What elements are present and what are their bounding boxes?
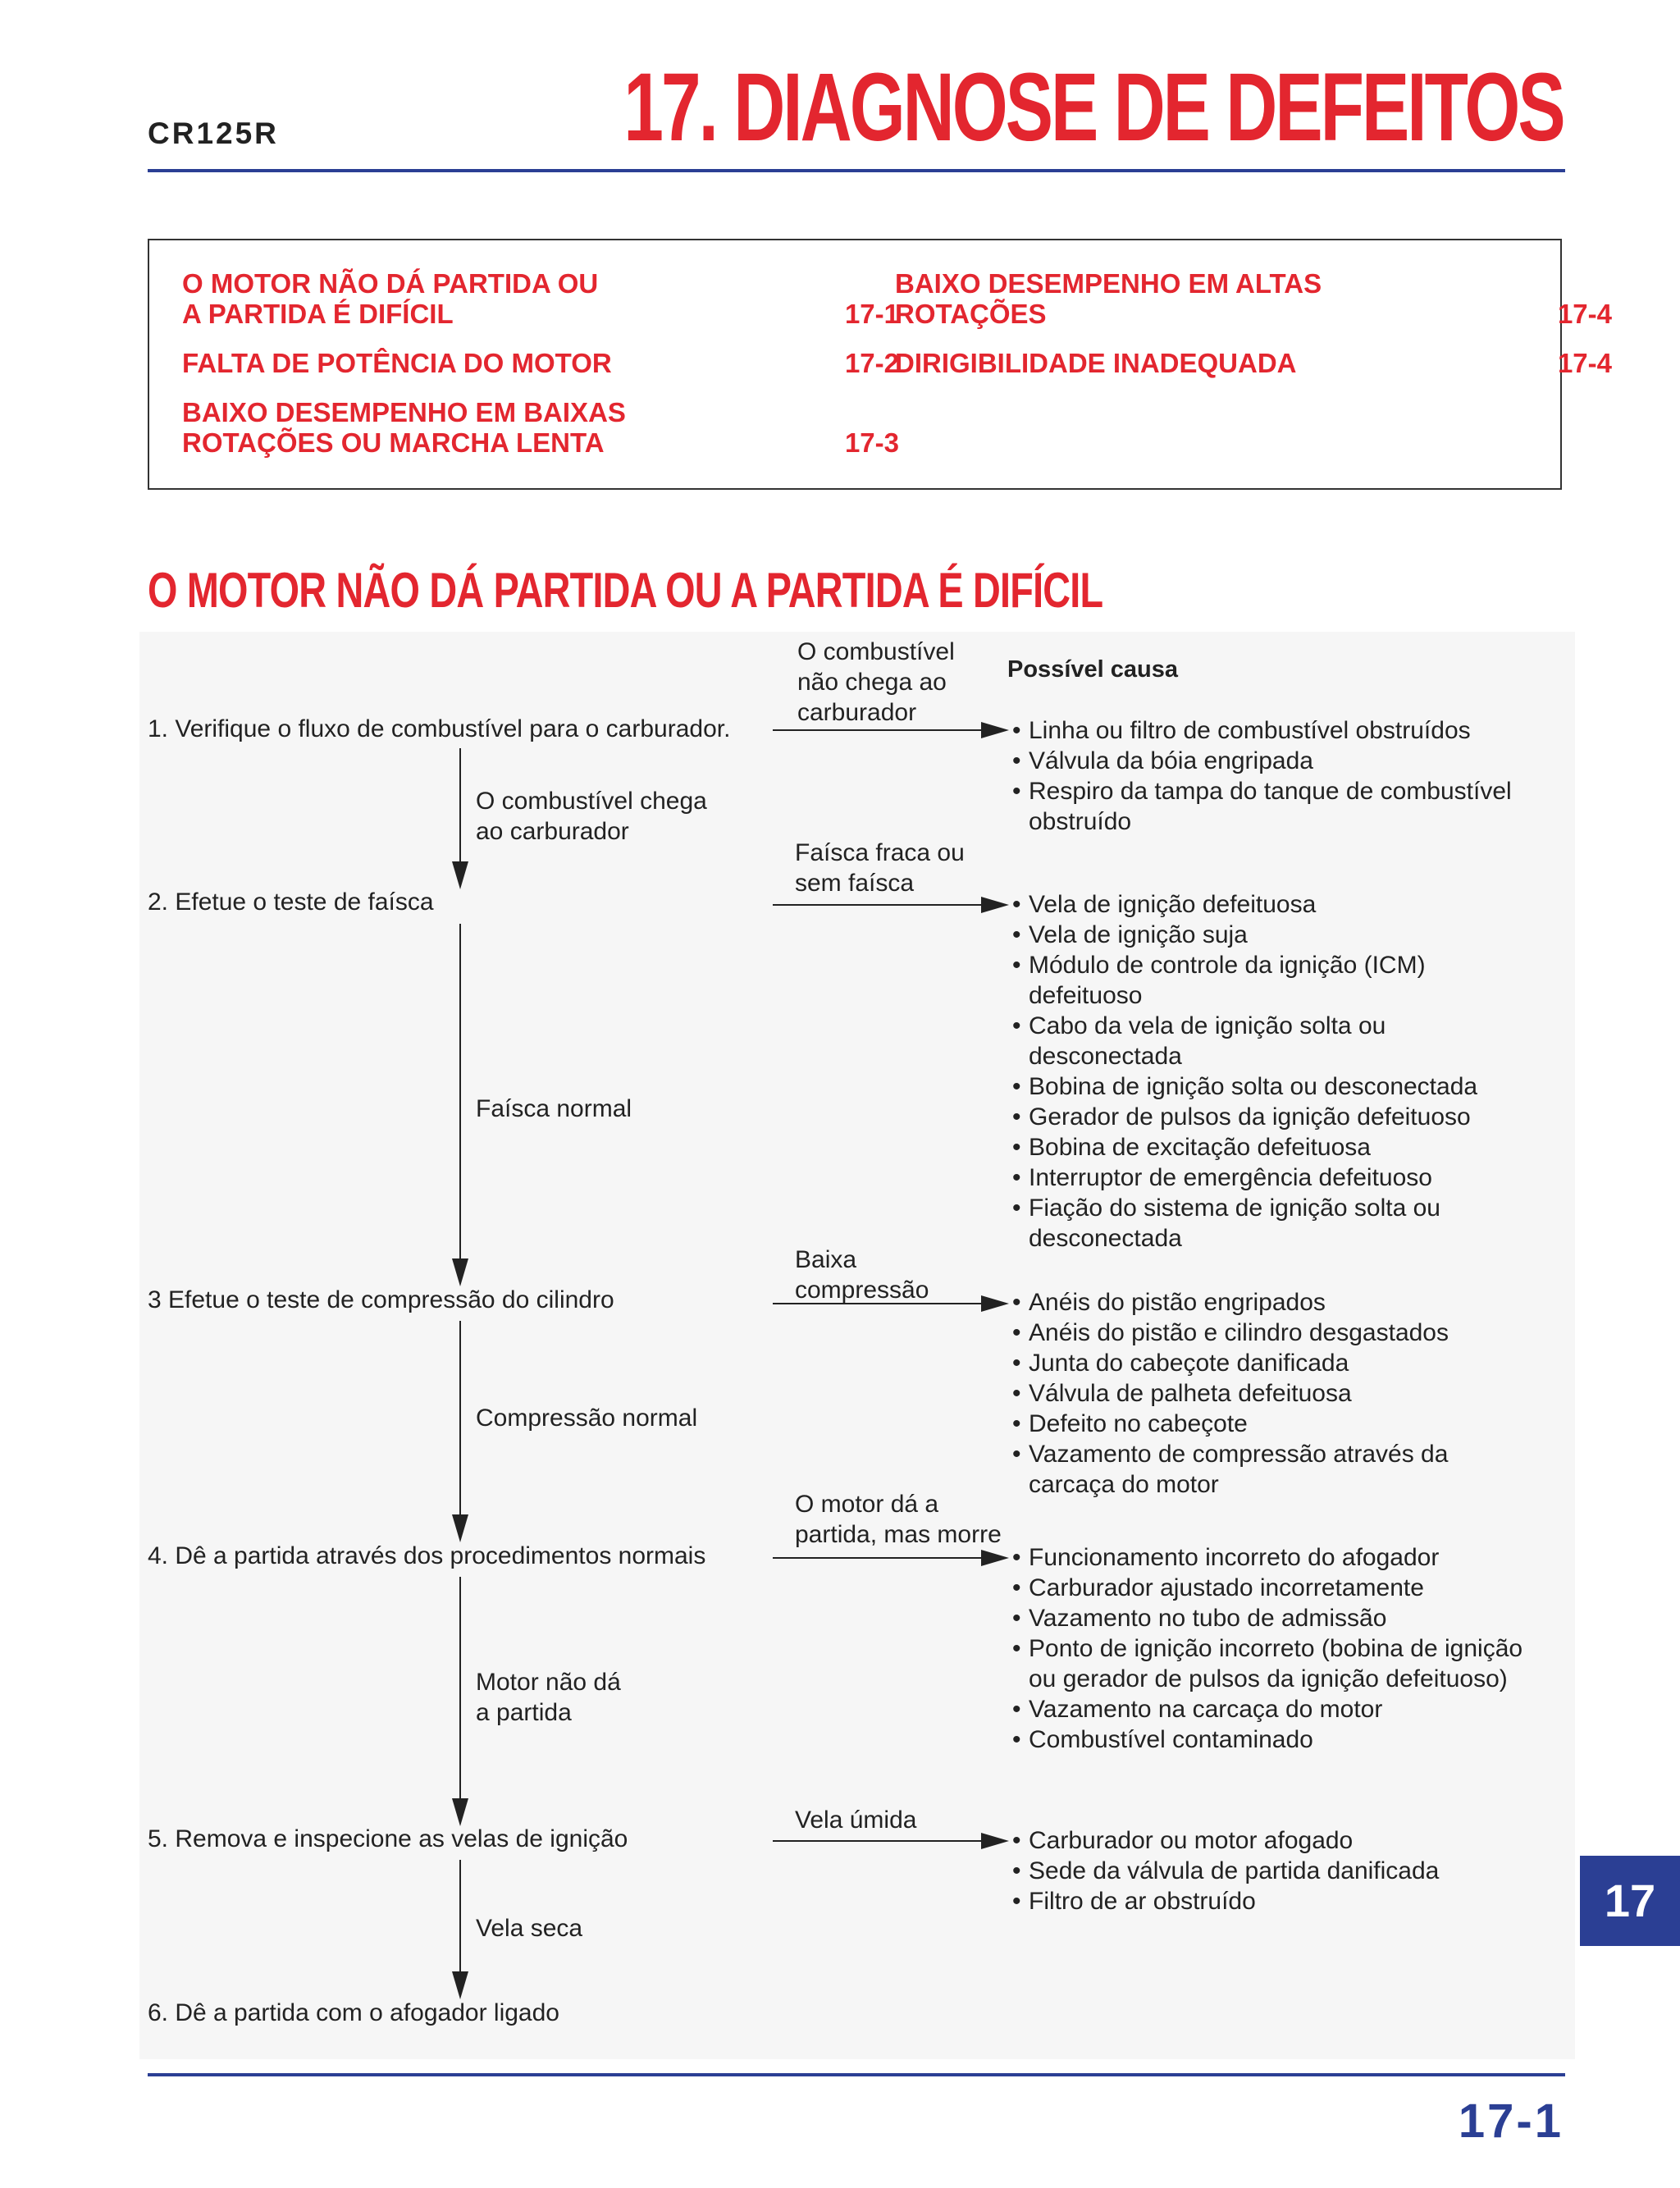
toc-item-label[interactable]: BAIXO DESEMPENHO EM ALTAS ROTAÇÕES xyxy=(895,268,1322,329)
step-6: 6. Dê a partida com o afogador ligado xyxy=(148,1999,559,2026)
toc-item-page[interactable]: 17-2 xyxy=(844,348,899,378)
toc-item-label[interactable]: O MOTOR NÃO DÁ PARTIDA OU A PARTIDA É DIFÍCIL xyxy=(182,268,599,329)
down-label: Vela seca xyxy=(476,1915,583,1942)
branch-arrow-icon xyxy=(981,1295,1009,1312)
page-number: 17-1 xyxy=(1458,2094,1564,2148)
branch-line xyxy=(773,1557,983,1559)
down-arrow-icon xyxy=(452,1258,468,1286)
branch-line xyxy=(773,1840,983,1842)
cause-item: • Carburador ajustado incorretamente xyxy=(1012,1573,1522,1603)
branch-arrow-icon xyxy=(981,722,1009,738)
cause-item: • Interruptor de emergência defeituoso xyxy=(1012,1163,1477,1193)
cause-item: • Combustível contaminado xyxy=(1012,1724,1522,1755)
cause-item: • Anéis do pistão e cilindro desgastados xyxy=(1012,1318,1449,1348)
cause-item: • Linha ou filtro de combustível obstruídos xyxy=(1012,715,1512,746)
cause-item: • Respiro da tampa do tanque de combustível obstruído xyxy=(1012,776,1512,837)
cause-item: • Bobina de ignição solta ou desconectada xyxy=(1012,1071,1477,1102)
branch-arrow-icon xyxy=(981,1550,1009,1566)
cause-item: • Vela de ignição defeituosa xyxy=(1012,889,1477,920)
cause-list xyxy=(1012,1825,1439,1916)
cause-item: • Anéis do pistão engripados xyxy=(1012,1287,1449,1318)
toc-box xyxy=(148,239,1612,490)
model-name: CR125R xyxy=(148,116,279,150)
chapter-title: 17. DIAGNOSE DE DEFEITOS xyxy=(623,53,1564,162)
down-arrow-icon xyxy=(452,1798,468,1826)
toc-item-label[interactable]: FALTA DE POTÊNCIA DO MOTOR xyxy=(182,348,612,378)
cause-item: • Vazamento na carcaça do motor xyxy=(1012,1694,1522,1724)
down-label: Faísca normal xyxy=(476,1095,632,1122)
branch-arrow-icon xyxy=(981,1833,1009,1849)
cause-item: • Filtro de ar obstruído xyxy=(1012,1886,1439,1916)
section-title: O MOTOR NÃO DÁ PARTIDA OU A PARTIDA É DIFÍCIL xyxy=(148,563,1103,618)
branch-label: O motor dá a partida, mas morre xyxy=(795,1491,1002,1548)
step-2: 2. Efetue o teste de faísca xyxy=(148,888,434,916)
branch-label: Baixa compressão xyxy=(795,1246,929,1304)
step-1: 1. Verifique o fluxo de combustível para o carburador. xyxy=(148,715,731,742)
down-line xyxy=(459,1577,461,1800)
down-label: O combustível chega ao carburador xyxy=(476,788,707,845)
cause-item: • Carburador ou motor afogado xyxy=(1012,1825,1439,1856)
cause-item: • Sede da válvula de partida danificada xyxy=(1012,1856,1439,1886)
cause-list xyxy=(1012,889,1477,1254)
down-arrow-icon xyxy=(452,1514,468,1542)
down-label: Motor não dá a partida xyxy=(476,1669,621,1726)
down-line xyxy=(459,924,461,1260)
branch-label: Faísca fraca ou sem faísca xyxy=(795,839,965,897)
cause-item: • Ponto de ignição incorreto (bobina de ignição ou gerador de pulsos da ignição defeituoso) xyxy=(1012,1633,1522,1694)
down-line xyxy=(459,1860,461,1973)
footer-rule xyxy=(148,2073,1565,2076)
header-rule xyxy=(148,169,1565,172)
branch-line xyxy=(773,729,929,731)
branch-line xyxy=(773,904,983,906)
cause-item: • Vazamento de compressão através da carcaça do motor xyxy=(1012,1439,1449,1500)
cause-item: • Funcionamento incorreto do afogador xyxy=(1012,1542,1522,1573)
down-line xyxy=(459,748,461,863)
cause-list xyxy=(1012,715,1512,837)
cause-item: • Vela de ignição suja xyxy=(1012,920,1477,950)
cause-item: • Válvula de palheta defeituosa xyxy=(1012,1378,1449,1409)
branch-arrow-icon xyxy=(981,897,1009,913)
branch-line xyxy=(927,729,983,731)
toc-item-page[interactable]: 17-4 xyxy=(1557,299,1612,329)
cause-item: • Gerador de pulsos da ignição defeituoso xyxy=(1012,1102,1477,1132)
cause-item: • Válvula da bóia engripada xyxy=(1012,746,1512,776)
toc-item-label[interactable]: DIRIGIBILIDADE INADEQUADA xyxy=(895,348,1297,378)
cause-item: • Junta do cabeçote danificada xyxy=(1012,1348,1449,1378)
cause-item: • Fiação do sistema de ignição solta ou desconectada xyxy=(1012,1193,1477,1254)
toc-item-page[interactable]: 17-3 xyxy=(844,427,899,458)
down-label: Compressão normal xyxy=(476,1405,698,1432)
step-4: 4. Dê a partida através dos procedimentos normais xyxy=(148,1542,706,1569)
branch-label: O combustível não chega ao carburador xyxy=(797,638,955,726)
cause-header: Possível causa xyxy=(1007,656,1178,683)
toc-item-page[interactable]: 17-4 xyxy=(1557,348,1612,378)
cause-list xyxy=(1012,1287,1449,1500)
cause-item: • Bobina de excitação defeituosa xyxy=(1012,1132,1477,1163)
cause-list xyxy=(1012,1542,1522,1755)
cause-item: • Cabo da vela de ignição solta ou desconectada xyxy=(1012,1011,1477,1071)
cause-item: • Vazamento no tubo de admissão xyxy=(1012,1603,1522,1633)
down-arrow-icon xyxy=(452,861,468,889)
step-5: 5. Remova e inspecione as velas de ignição xyxy=(148,1825,628,1852)
cause-item: • Módulo de controle da ignição (ICM) defeituoso xyxy=(1012,950,1477,1011)
branch-label: Vela úmida xyxy=(795,1807,917,1834)
step-3: 3 Efetue o teste de compressão do cilindro xyxy=(148,1286,614,1313)
toc-item-page[interactable]: 17-1 xyxy=(844,299,899,329)
cause-item: • Defeito no cabeçote xyxy=(1012,1409,1449,1439)
down-arrow-icon xyxy=(452,1971,468,1999)
down-line xyxy=(459,1321,461,1516)
toc-item-label[interactable]: BAIXO DESEMPENHO EM BAIXAS ROTAÇÕES OU MARCHA LENTA xyxy=(182,397,626,458)
chapter-tab[interactable]: 17 xyxy=(1580,1856,1680,1946)
